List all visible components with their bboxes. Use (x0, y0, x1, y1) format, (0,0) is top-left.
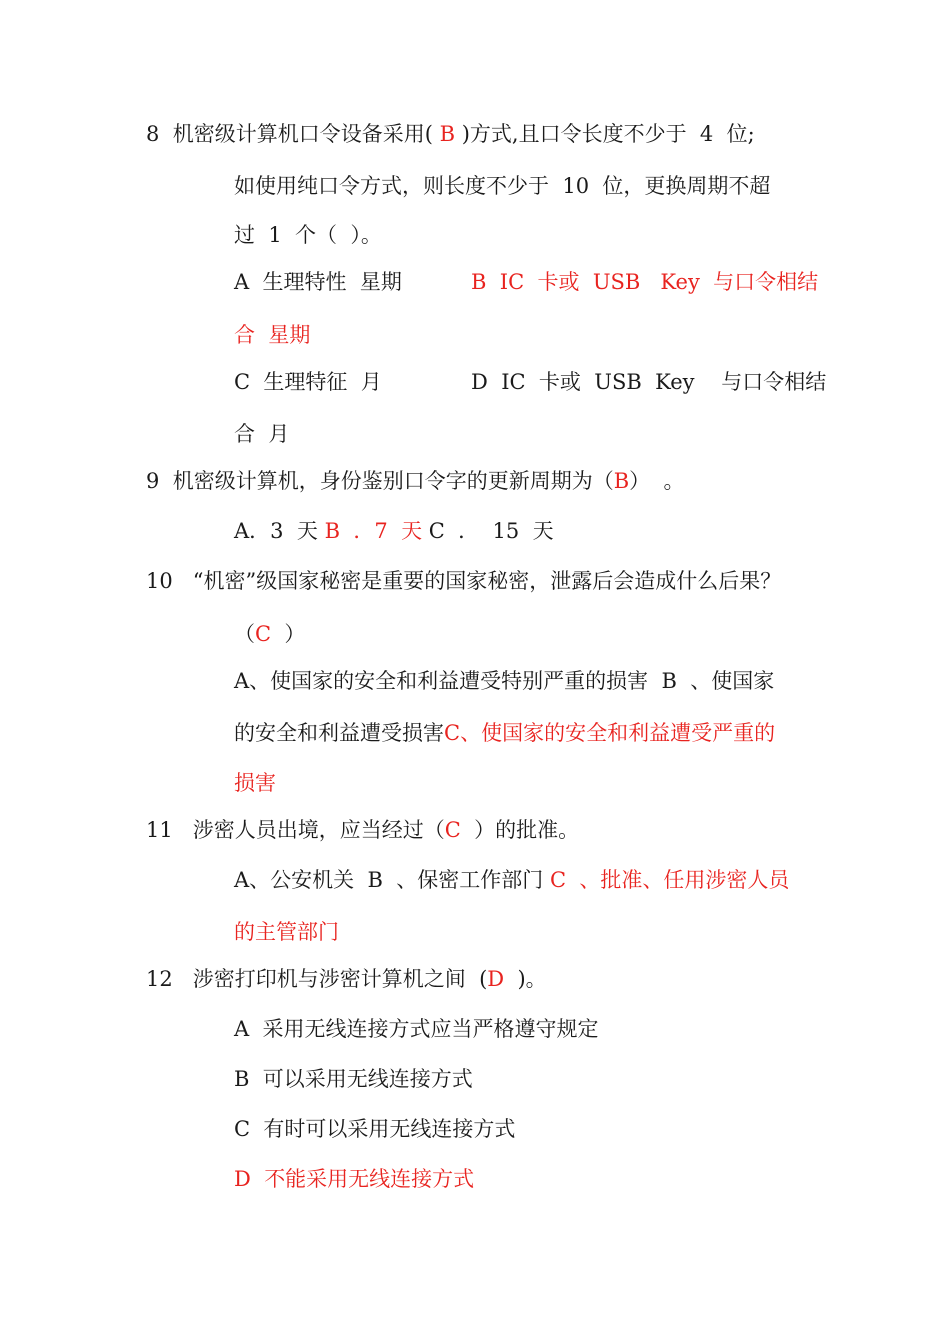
q10-option-b-cont: 的安全和利益遭受损害 (234, 721, 444, 745)
q10-paren-close: ） (271, 622, 306, 646)
q8-stem-line2: 如使用纯口令方式，则长度不少于 10 位，更换周期不超 (234, 174, 771, 198)
q8-answer: B (432, 122, 462, 146)
q8-stem-text: 8 机密级计算机口令设备采用( (146, 122, 433, 146)
q11-options (234, 866, 789, 894)
q12-option-c: C 有时可以采用无线连接方式 (234, 1117, 516, 1141)
q10-answer-line (234, 620, 305, 648)
q8-stem-line3: 过 1 个（ ）。 (234, 223, 382, 247)
q8-stem-end: )方式,且口令长度不少于 4 位; (461, 122, 755, 146)
q11-option-c-cont: 的主管部门 (234, 920, 339, 944)
q10-option-c: C、使国家的安全和利益遭受严重的 (444, 721, 776, 745)
q11-stem (146, 816, 579, 844)
q12-option-d: D 不能采用无线连接方式 (234, 1167, 475, 1191)
q9-stem (146, 467, 685, 495)
q9-option-c: C ． 15 天 (428, 519, 554, 543)
q12-stem-end: )。 (504, 967, 547, 991)
q8-option-c: C 生理特征 月 (234, 370, 382, 394)
q9-stem-text: 9 机密级计算机，身份鉴别口令字的更新周期为（ (146, 469, 614, 493)
q8-option-b-cont: 合 星期 (234, 323, 311, 347)
q8-stem-line1 (146, 120, 755, 148)
q12-option-b: B 可以采用无线连接方式 (234, 1067, 473, 1091)
q8-option-d: D IC 卡或 USB Key 与口令相结 (471, 370, 827, 394)
q12-stem-text: 12 涉密打印机与涉密计算机之间 ( (146, 967, 488, 991)
q11-answer: C (444, 818, 461, 842)
q8-option-b: B IC 卡或 USB Key 与口令相结 (471, 270, 819, 294)
q10-options-line2 (234, 719, 775, 747)
q9-option-a: A．3 天 (234, 519, 318, 543)
q10-options-line1: A、使国家的安全和利益遭受特别严重的损害 B 、使国家 (234, 669, 775, 693)
q12-stem (146, 965, 547, 993)
q10-answer: C (255, 622, 272, 646)
q9-options (234, 517, 554, 545)
q9-answer: B (613, 469, 630, 493)
q11-options-ab: A、公安机关 B 、保密工作部门 (234, 868, 544, 892)
q11-stem-end: ）的批准。 (460, 818, 580, 842)
q11-option-c: C 、批准、任用涉密人员 (550, 868, 790, 892)
q9-option-b: B ．7 天 (324, 519, 423, 543)
q9-stem-end: ） 。 (629, 469, 685, 493)
q8-option-a: A 生理特性 星期 (234, 270, 402, 294)
q11-stem-text: 11 涉密人员出境，应当经过（ (146, 818, 445, 842)
q10-paren-open: （ (234, 622, 255, 646)
q10-stem: 10 “机密”级国家秘密是重要的国家秘密，泄露后会造成什么后果？ (146, 569, 782, 593)
q12-option-a: A 采用无线连接方式应当严格遵守规定 (234, 1017, 599, 1041)
q8-option-d-cont: 合 月 (234, 422, 290, 446)
q10-option-c-cont: 损害 (234, 771, 276, 795)
q12-answer: D (487, 967, 505, 991)
